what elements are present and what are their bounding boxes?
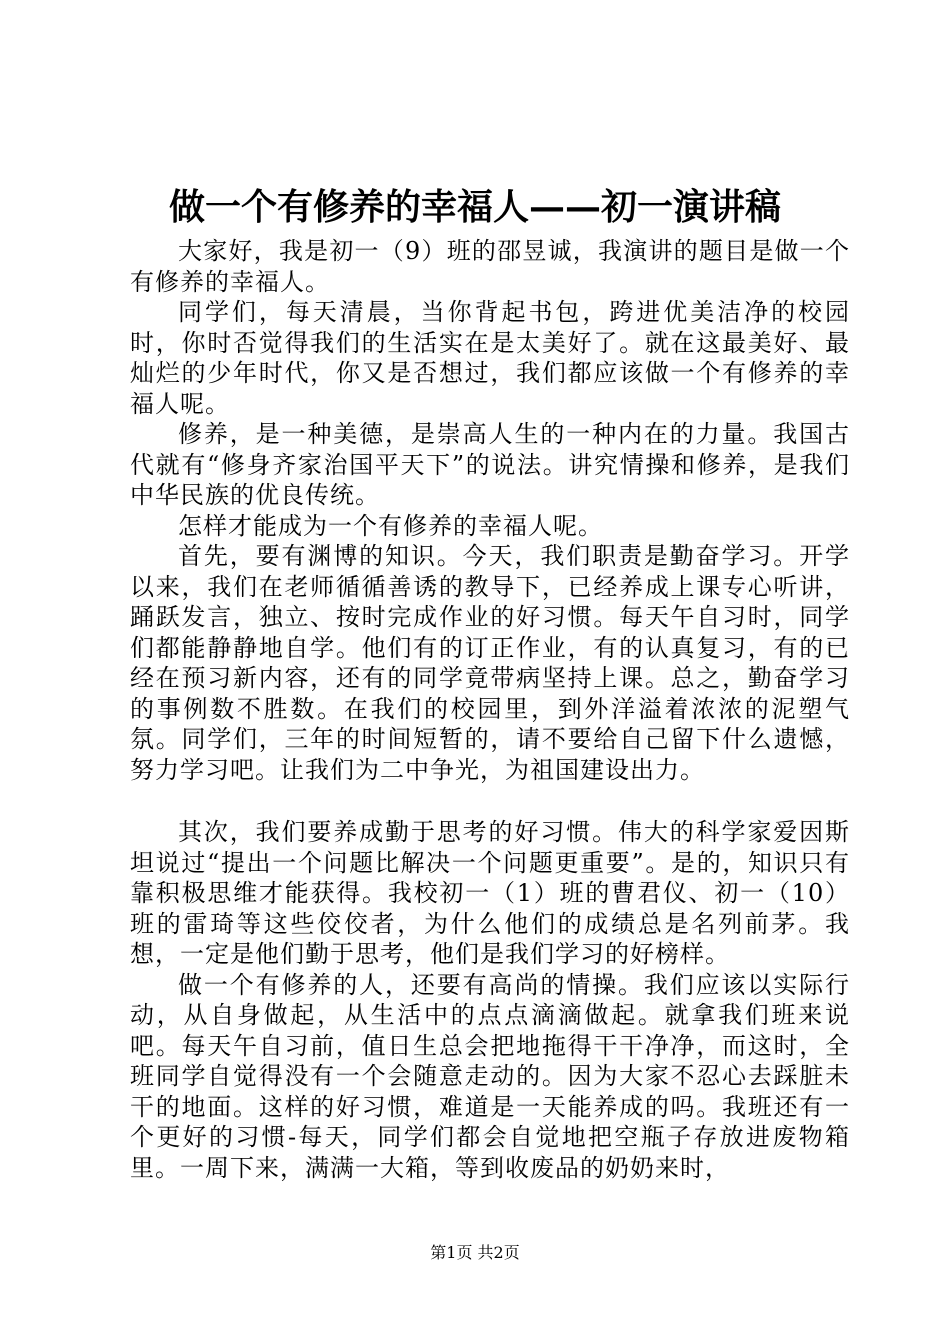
paragraph-intro: 大家好，我是初一（9）班的邵昱诚，我演讲的题目是做一个有修养的幸福人。 bbox=[130, 237, 850, 296]
paragraph-knowledge: 首先，要有渊博的知识。今天，我们职责是勤奋学习。开学以来，我们在老师循循善诱的教导下，已经养成上课专心听讲，踊跃发言，独立、按时完成作业的好习惯。每天午自习时，同学们都能静静地自学。他们有的订正作业，有的认真复习，有的已经在预习新内容，还有的同学竟带病坚持上课。总之，勤奋学习的事例数不胜数。在我们的校园里，到外洋溢着浓浓的泥塑气氛。同学们，三年的时间短暂的，请不要给自己留下什么遗憾，努力学习吧。让我们为二中争光，为祖国建设出力。 bbox=[130, 542, 850, 784]
paragraph-question: 怎样才能成为一个有修养的幸福人呢。 bbox=[178, 511, 603, 540]
paragraph-gap bbox=[130, 785, 850, 817]
document-body bbox=[130, 236, 850, 1183]
paragraph-virtue: 修养，是一种美德，是崇高人生的一种内在的力量。我国古代就有“修身齐家治国平天下”的说法。讲究情操和修养，是我们中华民族的优良传统。 bbox=[130, 420, 850, 509]
paragraph-morning: 同学们，每天清晨，当你背起书包，跨进优美洁净的校园时，你时否觉得我们的生活实在是太美好了。就在这最美好、最灿烂的少年时代，你又是否想过，我们都应该做一个有修养的幸福人呢。 bbox=[130, 298, 850, 418]
document-title: 做一个有修养的幸福人——初一演讲稿 bbox=[168, 186, 781, 228]
page-footer: 第1页 共2页 bbox=[430, 1243, 520, 1262]
paragraph-sentiment: 做一个有修养的人，还要有高尚的情操。我们应该以实际行动，从自身做起，从生活中的点点滴滴做起。就拿我们班来说吧。每天午自习前，值日生总会把地拖得干干净净，而这时，全班同学自觉得没有一个会随意走动的。因为大家不忍心去踩脏未干的地面。这样的好习惯，难道是一天能养成的吗。我班还有一个更好的习惯-每天，同学们都会自觉地把空瓶子存放进废物箱里。一周下来，满满一大箱，等到收废品的奶奶来时， bbox=[130, 970, 850, 1182]
paragraph-thinking: 其次，我们要养成勤于思考的好习惯。伟大的科学家爱因斯坦说过“提出一个问题比解决一个问题更重要”。是的，知识只有靠积极思维才能获得。我校初一（1）班的曹君仪、初一（10）班的雷琦等这些佼佼者，为什么他们的成绩总是名列前茅。我想，一定是他们勤于思考，他们是我们学习的好榜样。 bbox=[130, 818, 850, 968]
